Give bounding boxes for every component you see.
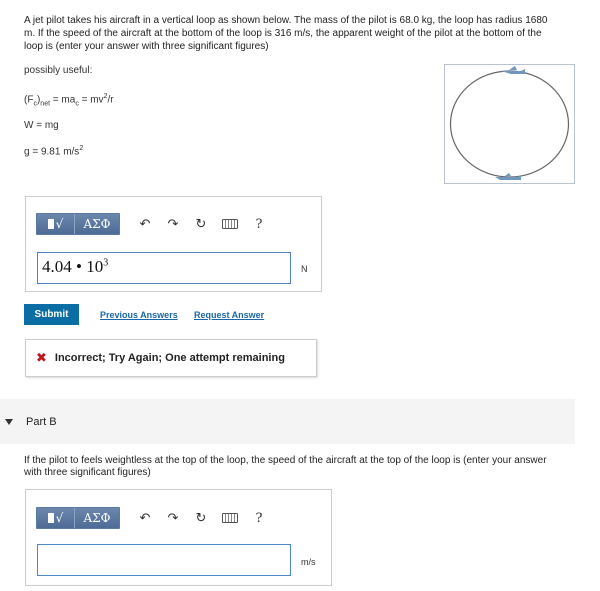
help-icon[interactable]: ? <box>255 216 263 232</box>
part-b-question: If the pilot to feels weightless at the top of the loop, the speed of the aircraft at the top of the loop is (enter your answer with three significant figures) <box>24 455 547 478</box>
keyboard-icon[interactable] <box>218 507 242 529</box>
redo-icon[interactable]: ↷ <box>167 510 179 525</box>
part-a-answer-panel <box>25 196 322 292</box>
keyboard-icon[interactable] <box>218 213 242 235</box>
part-b-answer-panel <box>25 489 332 586</box>
problem-statement: A jet pilot takes his aircraft in a vertical loop as shown below. The mass of the pilot is 68.0 kg, the loop has radius 1680 m. If the speed of the aircraft at the bottom of the loop is 316 m/s, the apparent weight of the pilot at the bottom of the loop is (enter your answer with three significant figures) <box>24 15 548 52</box>
part-b-header[interactable] <box>0 399 575 444</box>
greek-symbols-button[interactable]: ΑΣΦ <box>83 217 111 231</box>
useful-label: possibly useful: <box>24 65 93 76</box>
undo-icon[interactable]: ↶ <box>139 216 151 231</box>
part-a-toolbar <box>26 209 321 239</box>
loop-figure <box>444 64 575 184</box>
templates-button[interactable] <box>36 507 120 529</box>
incorrect-x-icon: ✖ <box>36 350 47 365</box>
help-icon[interactable]: ? <box>255 510 263 526</box>
reset-icon[interactable]: ↻ <box>195 216 207 231</box>
part-b-toolbar <box>26 503 331 533</box>
greek-symbols-button[interactable]: ΑΣΦ <box>83 511 111 525</box>
collapse-triangle-icon[interactable] <box>5 419 13 425</box>
jet-top-icon <box>501 66 525 74</box>
formula-net-force: $(F_c)_{net} = ma_c = mv^2/r$ <box>24 93 114 108</box>
undo-icon[interactable]: ↶ <box>139 510 151 525</box>
templates-icon[interactable]: √ <box>37 214 75 234</box>
part-a-answer-input[interactable]: 4.04 • $10^3$ <box>37 252 291 284</box>
part-b-unit: m/s <box>301 557 316 567</box>
part-b-answer-input[interactable] <box>37 544 291 576</box>
formula-gravity: g = 9.81 $m/s^2$ <box>24 145 84 158</box>
feedback-message: ✖ Incorrect; Try Again; One attempt remaining <box>25 339 317 377</box>
templates-icon[interactable]: √ <box>37 508 75 528</box>
templates-button[interactable] <box>36 213 120 235</box>
part-b-title: Part B <box>26 415 57 428</box>
redo-icon[interactable]: ↷ <box>167 216 179 231</box>
formula-weight: W = mg <box>24 120 59 131</box>
part-a-unit: N <box>301 264 308 274</box>
request-answer-link[interactable]: Request Answer <box>194 310 265 320</box>
previous-answers-link[interactable]: Previous Answers <box>100 310 178 320</box>
submit-button[interactable]: Submit <box>24 304 79 325</box>
reset-icon[interactable]: ↻ <box>195 510 207 525</box>
